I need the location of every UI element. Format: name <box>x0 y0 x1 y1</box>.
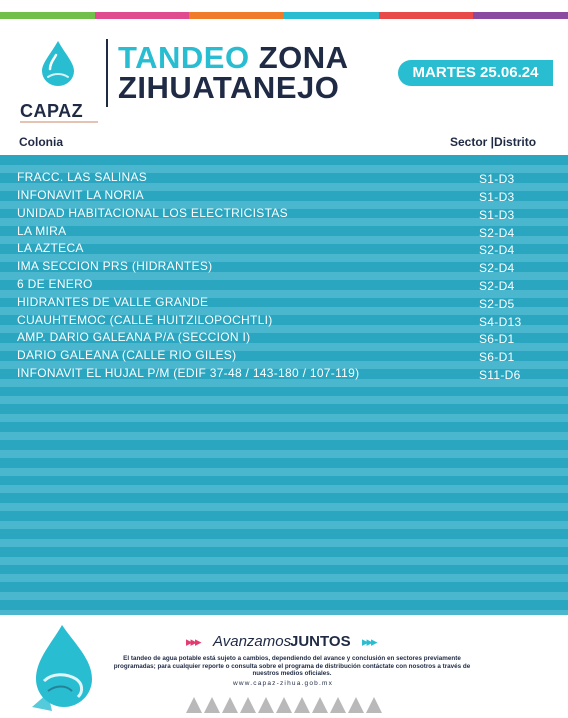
table-stripe <box>0 592 568 600</box>
footer <box>0 615 568 718</box>
row-sector: S6-D1 <box>479 350 515 364</box>
logo-tagline-line <box>20 121 98 123</box>
row-colonia: FRACC. LAS SALINAS <box>17 170 148 184</box>
table-row <box>0 239 568 257</box>
row-colonia: CUAUHTEMOC (CALLE HUITZILOPOCHTLI) <box>17 313 273 327</box>
chevrons-left-icon: ▸▸▸ <box>186 634 200 649</box>
row-sector: S2-D4 <box>479 226 515 240</box>
schedule-table <box>0 155 568 615</box>
disclaimer-text: El tandeo de agua potable está sujeto a cambios, dependiendo del avance y conclusión en sectores previamente programadas; para cualquier reporte o consulta sobre el programa de distribución contáctate con nosotros a través de nuestros medios oficiales. <box>113 655 471 678</box>
header-divider <box>106 39 108 107</box>
row-colonia: INFONAVIT EL HUJAL P/M (EDIF 37-48 / 143-180 / 107-119) <box>17 366 360 380</box>
row-colonia: INFONAVIT LA NORIA <box>17 188 144 202</box>
table-stripe <box>0 503 568 511</box>
table-stripe <box>0 485 568 493</box>
table-header <box>0 127 568 155</box>
column-header-colonia: Colonia <box>19 135 63 149</box>
row-colonia: DARIO GALEANA (CALLE RIO GILES) <box>17 348 237 362</box>
row-sector: S4-D13 <box>479 315 522 329</box>
row-colonia: UNIDAD HABITACIONAL LOS ELECTRICISTAS <box>17 206 288 220</box>
capaz-emblem-icon <box>18 621 110 713</box>
stripe-segment-green <box>0 12 95 19</box>
slogan-juntos: JUNTOS <box>290 633 351 650</box>
row-sector: S1-D3 <box>479 172 515 186</box>
decorative-pattern <box>186 697 386 713</box>
website-link[interactable]: www.capaz-zihua.gob.mx <box>232 680 334 687</box>
table-row <box>0 311 568 329</box>
row-sector: S2-D5 <box>479 297 515 311</box>
logo-text: CAPAZ <box>20 101 84 121</box>
row-sector: S2-D4 <box>479 279 515 293</box>
table-stripe <box>0 468 568 476</box>
table-row <box>0 364 568 382</box>
table-row <box>0 328 568 346</box>
table-row <box>0 346 568 364</box>
table-stripe <box>0 574 568 582</box>
table-stripe <box>0 557 568 565</box>
row-sector: S1-D3 <box>479 208 515 222</box>
table-stripe <box>0 396 568 404</box>
table-row <box>0 204 568 222</box>
slogan-avanzamos: Avanzamos <box>213 633 292 650</box>
stripe-segment-pink <box>95 12 190 19</box>
row-colonia: AMP. DARIO GALEANA P/A (SECCION I) <box>17 330 251 344</box>
row-colonia: IMA SECCION PRS (HIDRANTES) <box>17 259 213 273</box>
top-color-stripe <box>0 12 568 19</box>
row-colonia: HIDRANTES DE VALLE GRANDE <box>17 295 209 309</box>
column-header-sector: Sector |Distrito <box>450 135 537 149</box>
table-stripe <box>0 539 568 547</box>
table-row <box>0 275 568 293</box>
stripe-segment-red <box>379 12 474 19</box>
chevrons-right-icon: ▸▸▸ <box>362 634 376 649</box>
table-stripe <box>0 432 568 440</box>
row-sector: S1-D3 <box>479 190 515 204</box>
date-badge: MARTES 25.06.24 <box>398 60 553 86</box>
table-row <box>0 257 568 275</box>
row-sector: S2-D4 <box>479 261 515 275</box>
title-zona: ZONA <box>258 40 349 75</box>
row-colonia: LA AZTECA <box>17 241 84 255</box>
table-row <box>0 222 568 240</box>
row-colonia: 6 DE ENERO <box>17 277 93 291</box>
row-sector: S2-D4 <box>479 243 515 257</box>
page-title-line-2: ZIHUATANEJO <box>118 70 340 105</box>
stripe-segment-cyan <box>284 12 379 19</box>
capaz-logo <box>16 39 98 121</box>
table-stripe <box>0 450 568 458</box>
table-row <box>0 186 568 204</box>
stripe-segment-purple <box>473 12 568 19</box>
row-sector: S6-D1 <box>479 332 515 346</box>
table-stripe <box>0 414 568 422</box>
row-colonia: LA MIRA <box>17 224 67 238</box>
slogan <box>186 633 386 651</box>
table-row <box>0 293 568 311</box>
table-stripe <box>0 521 568 529</box>
header <box>0 19 568 121</box>
title-tandeo: TANDEO <box>118 40 250 75</box>
water-drop-icon <box>38 39 78 87</box>
row-sector: S11-D6 <box>479 368 521 382</box>
stripe-segment-orange <box>189 12 284 19</box>
table-row <box>0 168 568 186</box>
